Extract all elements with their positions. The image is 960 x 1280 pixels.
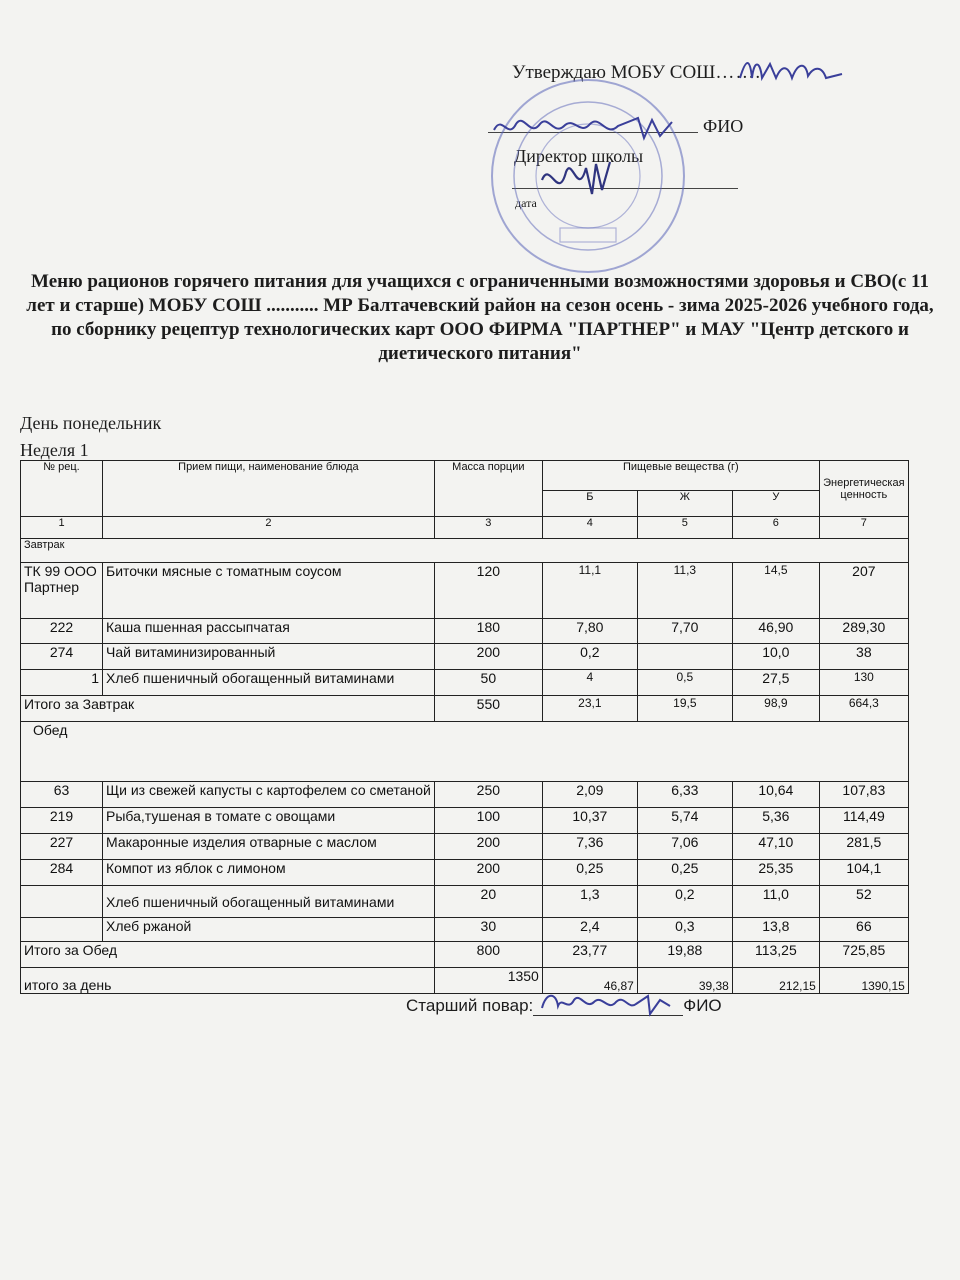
- col-number: 2: [103, 517, 435, 539]
- carb-cell: 46,90: [732, 619, 819, 644]
- mass-cell: 200: [434, 834, 542, 860]
- energy-cell: 38: [819, 644, 908, 670]
- col-number: 5: [637, 517, 732, 539]
- approval-dots: …….: [715, 62, 762, 83]
- total-label: Итого за Завтрак: [21, 696, 435, 722]
- rec-cell: 63: [21, 782, 103, 808]
- mass-cell: 1350: [434, 968, 542, 994]
- mass-cell: 250: [434, 782, 542, 808]
- rec-cell: 274: [21, 644, 103, 670]
- dish-cell: Биточки мясные с томатным соусом: [103, 563, 435, 619]
- protein-cell: 4: [542, 670, 637, 696]
- dish-cell: Каша пшенная рассыпчатая: [103, 619, 435, 644]
- col-number: 3: [434, 517, 542, 539]
- fat-cell: 0,5: [637, 670, 732, 696]
- header-rec: № рец.: [21, 461, 103, 517]
- protein-cell: 2,4: [542, 918, 637, 942]
- protein-cell: 7,36: [542, 834, 637, 860]
- energy-cell: 104,1: [819, 860, 908, 886]
- carb-cell: 47,10: [732, 834, 819, 860]
- fat-cell: 39,38: [637, 968, 732, 994]
- section-row-breakfast: [21, 539, 909, 563]
- table-row: [21, 670, 909, 696]
- header-b: Б: [542, 491, 637, 517]
- protein-cell: 2,09: [542, 782, 637, 808]
- table-row: [21, 860, 909, 886]
- fat-cell: 0,3: [637, 918, 732, 942]
- header-energy: Энергетическая ценность: [819, 461, 908, 517]
- fat-cell: 0,25: [637, 860, 732, 886]
- carb-cell: 10,64: [732, 782, 819, 808]
- cook-signature: [536, 986, 676, 1020]
- rec-cell: 1: [21, 670, 103, 696]
- table-row: [21, 886, 909, 918]
- approval-text: Утверждаю МОБУ СОШ: [512, 62, 716, 83]
- energy-cell: 281,5: [819, 834, 908, 860]
- day-label: День понедельник: [20, 413, 162, 433]
- breakfast-total-row: [21, 696, 909, 722]
- dish-cell: Щи из свежей капусты с картофелем со сметаной: [103, 782, 435, 808]
- protein-cell: 0,2: [542, 644, 637, 670]
- mass-cell: 20: [434, 886, 542, 918]
- rec-cell: 227: [21, 834, 103, 860]
- carb-cell: 25,35: [732, 860, 819, 886]
- director-position: Директор школы: [514, 146, 644, 166]
- protein-cell: 23,1: [542, 696, 637, 722]
- carb-cell: 10,0: [732, 644, 819, 670]
- mass-cell: 30: [434, 918, 542, 942]
- table-row: [21, 808, 909, 834]
- dish-cell: Хлеб ржаной: [103, 918, 435, 942]
- carb-cell: 212,15: [732, 968, 819, 994]
- col-number: 6: [732, 517, 819, 539]
- cook-label: Старший повар:: [406, 996, 534, 1015]
- header-dish: Прием пищи, наименование блюда: [103, 461, 435, 517]
- energy-cell: 725,85: [819, 942, 908, 968]
- mass-cell: 100: [434, 808, 542, 834]
- rec-cell: 222: [21, 619, 103, 644]
- rec-cell: [21, 886, 103, 918]
- protein-cell: 46,87: [542, 968, 637, 994]
- table-row: [21, 563, 909, 619]
- carb-cell: 5,36: [732, 808, 819, 834]
- protein-cell: 23,77: [542, 942, 637, 968]
- dish-cell: Компот из яблок с лимоном: [103, 860, 435, 886]
- protein-cell: 7,80: [542, 619, 637, 644]
- carb-cell: 98,9: [732, 696, 819, 722]
- dish-cell: Макаронные изделия отварные с маслом: [103, 834, 435, 860]
- menu-table: [20, 460, 909, 994]
- energy-cell: 289,30: [819, 619, 908, 644]
- rec-cell: 219: [21, 808, 103, 834]
- mass-cell: 800: [434, 942, 542, 968]
- total-label: итого за день: [21, 968, 435, 994]
- header-row: [21, 461, 909, 491]
- energy-cell: 52: [819, 886, 908, 918]
- mass-cell: 50: [434, 670, 542, 696]
- mass-cell: 200: [434, 644, 542, 670]
- fat-cell: [637, 644, 732, 670]
- fat-cell: 7,70: [637, 619, 732, 644]
- column-number-row: [21, 517, 909, 539]
- carb-cell: 13,8: [732, 918, 819, 942]
- rec-cell: ТК 99 ООО Партнер: [21, 563, 103, 619]
- table-row: [21, 918, 909, 942]
- mass-cell: 550: [434, 696, 542, 722]
- fat-cell: 19,5: [637, 696, 732, 722]
- mass-cell: 120: [434, 563, 542, 619]
- dish-cell: Чай витаминизированный: [103, 644, 435, 670]
- energy-cell: 114,49: [819, 808, 908, 834]
- header-zh: Ж: [637, 491, 732, 517]
- header-nutrients: Пищевые вещества (г): [542, 461, 819, 491]
- director-name-handwriting: [488, 110, 678, 146]
- fat-cell: 11,3: [637, 563, 732, 619]
- dish-cell: Хлеб пшеничный обогащенный витаминами: [103, 670, 435, 696]
- fat-cell: 19,88: [637, 942, 732, 968]
- energy-cell: 66: [819, 918, 908, 942]
- section-label: Обед: [21, 722, 909, 782]
- table-row: [21, 619, 909, 644]
- protein-cell: 1,3: [542, 886, 637, 918]
- cook-fio-label: ФИО: [683, 996, 722, 1015]
- day-total-row: [21, 968, 909, 994]
- total-label: Итого за Обед: [21, 942, 435, 968]
- dish-cell: Рыба,тушеная в томате с овощами: [103, 808, 435, 834]
- fat-cell: 7,06: [637, 834, 732, 860]
- protein-cell: 0,25: [542, 860, 637, 886]
- fat-cell: 6,33: [637, 782, 732, 808]
- col-number: 4: [542, 517, 637, 539]
- fat-cell: 5,74: [637, 808, 732, 834]
- energy-cell: 1390,15: [819, 968, 908, 994]
- col-number: 7: [819, 517, 908, 539]
- energy-cell: 207: [819, 563, 908, 619]
- energy-cell: 130: [819, 670, 908, 696]
- director-signature: [536, 150, 616, 210]
- table-row: [21, 834, 909, 860]
- carb-cell: 11,0: [732, 886, 819, 918]
- mass-cell: 180: [434, 619, 542, 644]
- rec-cell: 284: [21, 860, 103, 886]
- carb-cell: 27,5: [732, 670, 819, 696]
- rec-cell: [21, 918, 103, 942]
- date-label: дата: [515, 196, 537, 210]
- approval-fio-label: ФИО: [703, 116, 744, 136]
- protein-cell: 10,37: [542, 808, 637, 834]
- table-row: [21, 782, 909, 808]
- section-row-lunch: [21, 722, 909, 782]
- header-mass: Масса порции: [434, 461, 542, 517]
- dish-cell: Хлеб пшеничный обогащенный витаминами: [103, 886, 435, 918]
- section-label: Завтрак: [21, 539, 909, 563]
- mass-cell: 200: [434, 860, 542, 886]
- protein-cell: 11,1: [542, 563, 637, 619]
- fat-cell: 0,2: [637, 886, 732, 918]
- document-title: Меню рационов горячего питания для учащихся с ограниченными возможностями здоровья и СВО(с 11 лет и старше) МОБУ СОШ ........... МР Балтачевский район на сезон осень - зима 2025-2026 учебного года, по сборнику рецептур технологических карт ООО ФИРМА "ПАРТНЕР" и МАУ "Центр детского и диетического питания": [26, 271, 934, 364]
- carb-cell: 113,25: [732, 942, 819, 968]
- lunch-total-row: [21, 942, 909, 968]
- energy-cell: 107,83: [819, 782, 908, 808]
- table-row: [21, 644, 909, 670]
- col-number: 1: [21, 517, 103, 539]
- carb-cell: 14,5: [732, 563, 819, 619]
- header-u: У: [732, 491, 819, 517]
- week-label: Неделя 1: [20, 440, 89, 460]
- school-name-handwriting: [736, 52, 846, 90]
- energy-cell: 664,3: [819, 696, 908, 722]
